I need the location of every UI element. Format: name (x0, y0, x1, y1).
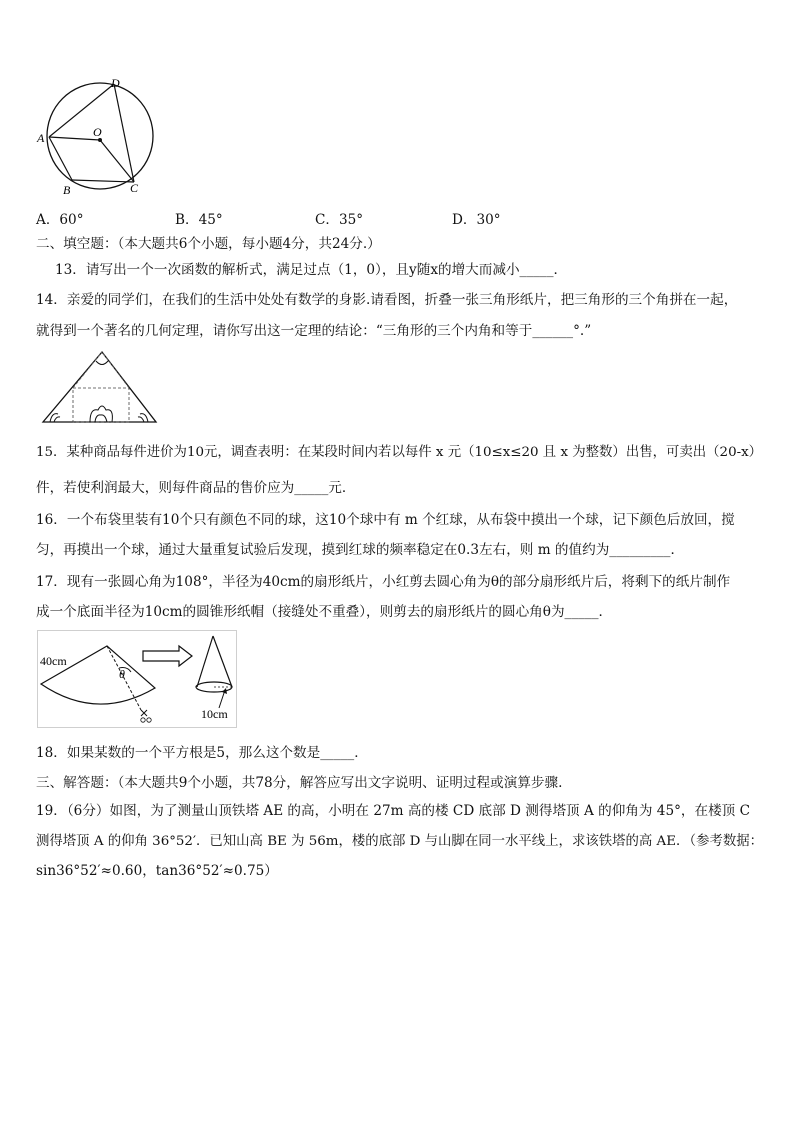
question-15-line-1: 15．某种商品每件进价为10元，调查表明：在某段时间内若以每件 x 元（10≤x≤20 且 x 为整数）出售，可卖出（20-x） (36, 445, 763, 460)
question-14-line-2: 就得到一个著名的几何定理，请你写出这一定理的结论：“三角形的三个内角和等于______°.” (36, 323, 592, 339)
label-d: D (111, 76, 120, 90)
sector-cone-figure (37, 630, 237, 728)
label-o: O (93, 125, 102, 139)
question-17-line-1: 17．现有一张圆心角为108°，半径为40cm的扇形纸片，小红剪去圆心角为θ的部分扇形纸片后，将剩下的纸片制作 (36, 574, 731, 590)
section-2-heading: 二、填空题：（本大题共6个小题，每小题4分，共24分.） (36, 236, 381, 252)
folded-triangle-figure (40, 348, 160, 426)
question-13: 13．请写出一个一次函数的解析式，满足过点（1，0），且y随x的增大而减小_____． (55, 262, 568, 278)
label-c: C (130, 181, 139, 195)
question-17-line-2: 成一个底面半径为10cm的圆锥形纸帽（接缝处不重叠），则剪去的扇形纸片的圆心角θ为_____． (36, 604, 613, 620)
option-a: A．60° (36, 212, 84, 228)
label-b: B (63, 183, 71, 197)
question-15-line-2: 件，若使利润最大，则每件商品的售价应为_____元． (36, 480, 356, 496)
question-19-line-2: 测得塔顶 A 的仰角 36°52′．已知山高 BE 为 56m，楼的底部 D 与山脚在同一水平线上，求该铁塔的高 AE．（参考数据： (36, 834, 764, 849)
question-19-line-3: sin36°52′≈0.60，tan36°52′≈0.75） (36, 863, 278, 879)
question-16-line-1: 16．一个布袋里装有10个只有颜色不同的球，这10个球中有 m 个红球，从布袋中摸出一个球，记下颜色后放回，搅 (36, 512, 735, 528)
question-14-line-1: 14．亲爱的同学们，在我们的生活中处处有数学的身影.请看图，折叠一张三角形纸片，把三角形的三个角拼在一起， (36, 292, 738, 308)
question-16-line-2: 匀，再摸出一个球，通过大量重复试验后发现，摸到红球的频率稳定在0.3左右，则 m 的值约为_________． (36, 542, 685, 558)
theta-label: θ (119, 667, 125, 681)
radius-label: 40cm (40, 654, 67, 668)
option-d: D．30° (452, 212, 501, 228)
option-c: C．35° (315, 212, 364, 228)
question-18: 18．如果某数的一个平方根是5，那么这个数是_____． (36, 745, 368, 761)
option-b: B．45° (175, 212, 223, 228)
label-a: A (37, 131, 45, 145)
section-3-heading: 三、解答题：（本大题共9个小题，共78分，解答应写出文字说明、证明过程或演算步骤. (36, 775, 563, 791)
base-radius-label: 10cm (201, 707, 228, 721)
circle-figure (34, 72, 164, 202)
question-19-line-1: 19．（6分）如图，为了测量山顶铁塔 AE 的高，小明在 27m 高的楼 CD 底部 D 测得塔顶 A 的仰角为 45°，在楼顶 C (36, 803, 750, 819)
